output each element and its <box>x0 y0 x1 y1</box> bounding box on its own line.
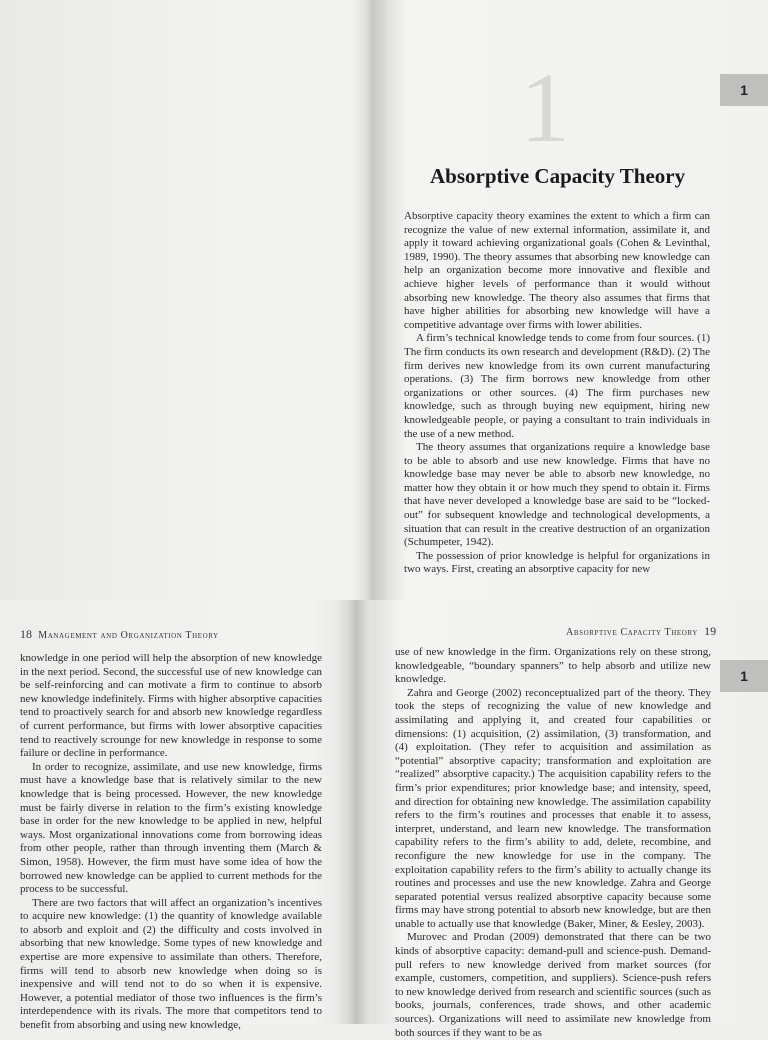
chapter-tab-label: 1 <box>740 668 748 684</box>
chapter-tab <box>720 660 768 692</box>
paragraph: knowledge in one period will help the absorption of new knowledge in the next period. Second, the successful use of new knowledge can be self-reinforcing and can motivate a firm to continue to absorb new knowledge indefinitely. Firms with higher absorptive capacities tend to proactively search for and absorb new knowledge regardless of current performance, but firms with lower absorptive capacities tend to reactively scrounge for new knowledge in response to some failure or decline in performance. <box>20 652 322 760</box>
running-head-title: Management and Organization Theory <box>38 630 219 641</box>
running-head-left <box>20 627 219 642</box>
left-page-text <box>20 652 322 1033</box>
chapter-title: Absorptive Capacity Theory <box>430 164 686 188</box>
bottom-spread <box>0 600 768 1039</box>
paragraph: The theory assumes that organizations require a knowledge base to be able to absorb and use new knowledge. Firms that have no knowledge base may never be able to absorb new knowledge, no matter how they obtain it or how much they spend to obtain it. Firms that have never developed a knowledge base are said to be “locked-out” for subsequent knowledge and technological developments, a situation that can result in the creative destruction of an organization (Schumpeter, 1942). <box>404 441 710 549</box>
paragraph: Zahra and George (2002) reconceptualized part of the theory. They took the steps of recognizing the value of new knowledge and assimilating and applying it, and created four capabilities or dimensions: (1) acquisition, (2) assimilation, (3) transformation, and (4) exploitation. (They refer to acquisition and assimilation as “potential” absorptive capacity; transformation and exploitation are “realized” absorptive capacity.) The acquisition capability refers to the firm’s prior expenditures; prior knowledge base; and intensity, speed, and direction for obtaining new knowledge. The assimilation capability refers to the firm’s routines and processes that enable it to assess, interpret, understand, and learn new knowledge. The transformation capability refers to the firm’s ability to add, delete, recombine, and reconfigure the new knowledge for use in the company. The exploitation capability refers to the firm’s ability to actually change its routines and processes and use the new knowledge. Zahra and George separated potential versus realized absorptive capacity because some firms may have strong potential to absorb new knowledge, but are then unable to actually use that knowledge (Baker, Miner, & Eesley, 2003). <box>395 686 711 930</box>
paragraph: use of new knowledge in the firm. Organizations rely on these strong, knowledgeable, “boundary spanners” to help absorb and utilize new knowledge. <box>395 646 711 686</box>
chapter-tab-label: 1 <box>740 82 748 98</box>
chapter-tab <box>720 74 768 106</box>
paragraph: In order to recognize, assimilate, and use new knowledge, firms must have a knowledge base that is relatively similar to the new knowledge that is being processed. However, the new knowledge must be fairly diverse in relation to the firm’s existing knowledge base in order for the new knowledge to be applied in new, helpful ways. Most organizational innovations come from borrowing ideas from other people, rather than through inventing them (March & Simon, 1958). However, the firm must have some idea of how the borrowed new knowledge can be applied to current methods for the process to be successful. <box>20 760 322 896</box>
right-page-text <box>395 646 711 1040</box>
chapter-opening-text <box>404 210 710 577</box>
page-number: 18 <box>20 627 32 641</box>
page-number: 19 <box>704 624 717 638</box>
paragraph: The possession of prior knowledge is helpful for organizations in two ways. First, creating an absorptive capacity for new <box>404 549 710 576</box>
book-gutter <box>352 0 386 600</box>
paragraph: Murovec and Prodan (2009) demonstrated that there can be two kinds of absorptive capacity: demand-pull and science-push. Demand-pull refers to new knowledge derived from market sources (for example, customers, competition, and suppliers). Science-push refers to new knowledge derived from research and scientific sources (such as books, journals, conferences, trade shows, and other academic sources). Organizations will need to assimilate new knowledge from both sources if they want to be as <box>395 931 711 1039</box>
running-head-title: Absorptive Capacity Theory <box>566 627 698 638</box>
running-head-right <box>566 624 716 639</box>
paragraph: Absorptive capacity theory examines the extent to which a firm can recognize the value of new external information, assimilate it, and apply it toward achieving organizational goals (Cohen & Levinthal, 1989, 1990). The theory assumes that absorbing new knowledge can help an organization become more innovative and flexible and achieve higher levels of performance than it would without absorbing new knowledge. The theory also assumes that firms that have higher abilities for absorbing new knowledge will have a competitive advantage over firms with lower abilities. <box>404 210 710 331</box>
chapter-number: 1 <box>520 52 570 163</box>
paragraph: There are two factors that will affect an organization’s incentives to acquire new knowledge: (1) the quantity of knowledge available to absorb and exploit and (2) the difficulty and costs involved in absorbing that new knowledge. Some types of new knowledge and expertise are more expensive to assimilate than others. Therefore, firms will tend to absorb new knowledge when doing so is inexpensive and will tend not to do so when it is expensive. However, a potential mediator of those two influences is the firm’s interdependence with its rivals. The more that competitors tend to benefit from absorbing and using new knowledge, <box>20 896 322 1032</box>
book-gutter <box>336 600 370 1024</box>
paragraph: A firm’s technical knowledge tends to come from four sources. (1) The firm conducts its own research and development (R&D). (2) The firm derives new knowledge from its own current manufacturing operations. (3) The firm borrows new knowledge from other organizations or other sources. (4) The firm purchases new knowledge, such as through buying new equipment, hiring new knowledgeable people, or paying a consultant to train individuals in the use of a new method. <box>404 332 710 440</box>
